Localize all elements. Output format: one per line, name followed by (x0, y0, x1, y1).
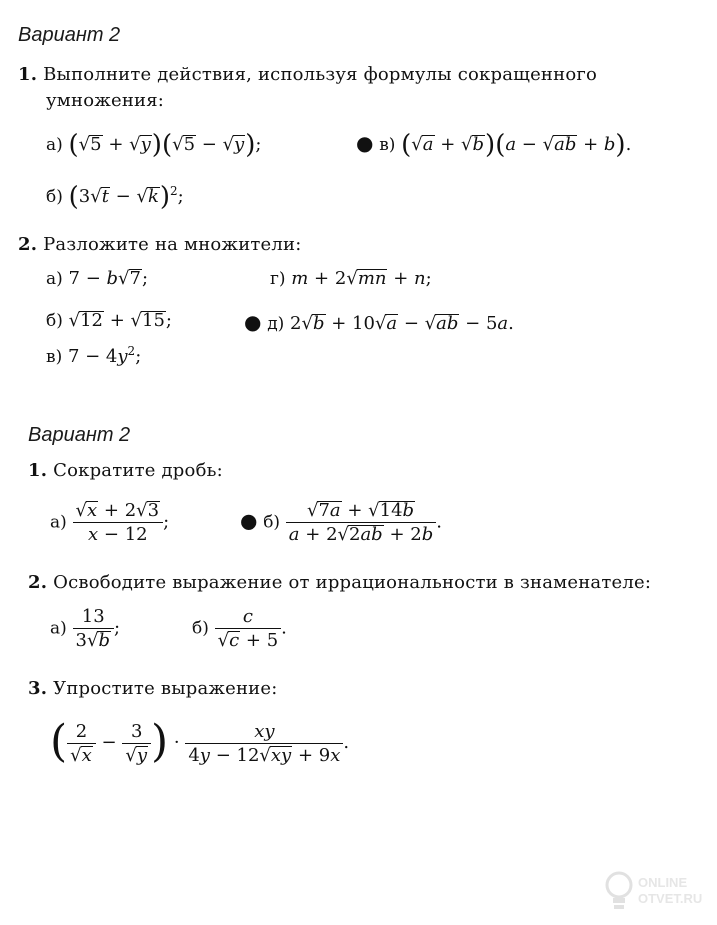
expr-2g: г) m + 2√mn + n; (270, 268, 432, 289)
expr-1v: ● в) (√a + √b)(a − √ab + b). (356, 130, 632, 160)
item-label: а) (50, 618, 67, 639)
item-label: в) (46, 347, 63, 367)
variant-title-2: Вариант 2 (28, 424, 131, 446)
task-2-heading (18, 234, 302, 255)
expr-2b: б) √12 + √15; (46, 310, 172, 331)
expr-s2-3: ( $\frac{2}{√x}$ − $\frac{3}{√y}$ ) · $\frac{xy}{4y - 12√xy + 9x}$ . (50, 716, 350, 767)
task-number: 2. (28, 572, 48, 593)
watermark (604, 868, 710, 920)
task-1-heading (18, 64, 597, 85)
task-number: 1. (28, 460, 48, 481)
item-label: а) (50, 512, 67, 533)
bullet-icon: ● (240, 508, 258, 533)
expr-2d: ● д) 2√b + 10√a − √ab − 5a. (244, 310, 514, 334)
expr-s2-2b: б) $\frac{c}{√c + 5}$ . (192, 606, 287, 651)
item-label: б) (46, 311, 63, 331)
expr-2a: а) 7 − b√7; (46, 268, 149, 289)
expr-s2-1b: ● б) $\frac{√7a + √14b}{a + 2√2ab + 2b}$ . (240, 500, 442, 545)
task-s2-3-heading (28, 678, 278, 699)
item-label: а) (46, 135, 63, 155)
task-1-heading-cont: умножения: (46, 90, 165, 111)
item-label: а) (46, 269, 63, 289)
variant-title-1: Вариант 2 (18, 24, 121, 46)
task-text: Сократите дробь: (53, 460, 223, 481)
task-s2-1-heading (28, 460, 223, 481)
task-number: 3. (28, 678, 48, 699)
watermark-line-1: ONLINE (638, 875, 688, 890)
item-label: в) (379, 135, 396, 155)
task-number: 1. (18, 64, 38, 85)
task-text: Освободите выражение от иррациональности в знаменателе: (53, 572, 652, 593)
item-label: д) (267, 314, 285, 334)
task-text: Разложите на множители: (43, 234, 302, 255)
bullet-icon: ● (244, 310, 262, 334)
bullet-icon: ● (356, 131, 374, 155)
task-s2-2-heading (28, 572, 651, 593)
task-text: Выполните действия, используя формулы сокращенного (43, 64, 598, 85)
item-label: б) (263, 512, 281, 533)
task-text: Упростите выражение: (53, 678, 278, 699)
lightbulb-icon (604, 870, 634, 916)
expr-s2-2a: а) $\frac{13}{3√b}$ ; (50, 606, 121, 651)
item-label: г) (270, 269, 286, 289)
expr-s2-1a: а) $\frac{√x + 2√3}{x - 12}$ ; (50, 500, 170, 545)
task-number: 2. (18, 234, 38, 255)
expr-2v: в) $7 - 4y^2$; (46, 344, 142, 367)
watermark-line-2: OTVET.RU (638, 891, 703, 906)
expr-1b: б) $(3√t - √k)^2$; (46, 182, 184, 212)
item-label: б) (46, 187, 63, 207)
expr-1a: а) (√5 + √y)(√5 − √y); (46, 130, 262, 160)
item-label: б) (192, 618, 209, 639)
